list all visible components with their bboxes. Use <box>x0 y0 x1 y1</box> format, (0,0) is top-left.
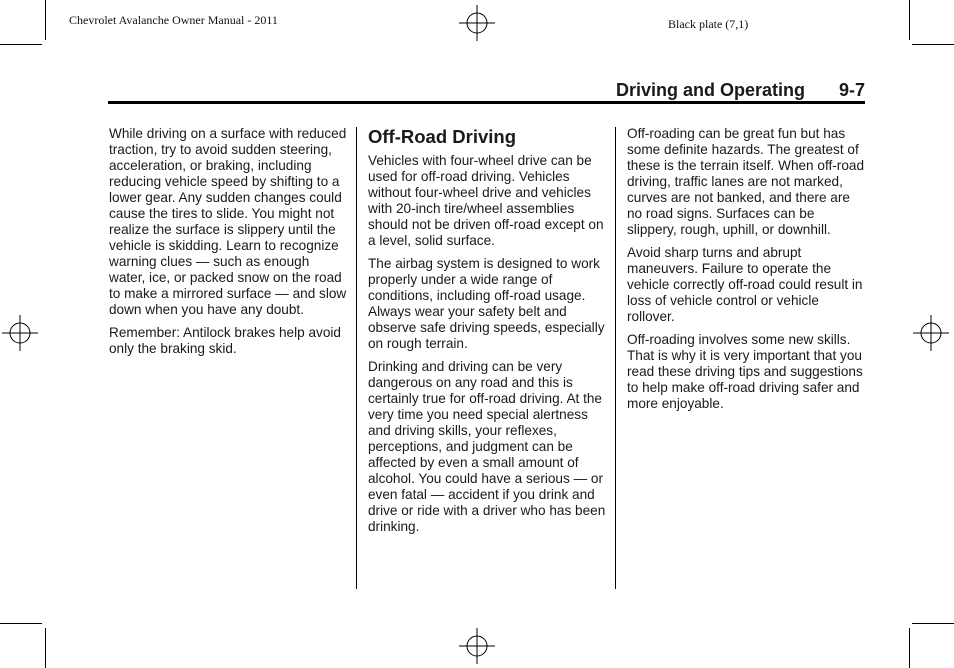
page-header <box>108 80 865 100</box>
paragraph: The airbag system is designed to work properly under a wide range of conditions, including off-road usage. Always wear your safety belt and observe safe driving speeds, especially on rough terrain. <box>368 256 605 351</box>
registration-mark-icon <box>2 315 38 351</box>
column-3 <box>627 126 867 419</box>
paragraph: Off-roading can be great fun but has some definite hazards. The greatest of these is the terrain itself. When off-road driving, traffic lanes are not marked, curves are not banked, and there are no road signs. Surfaces can be slippery, rough, uphill, or downhill. <box>627 126 865 237</box>
paragraph: Drinking and driving can be very dangerous on any road and this is certainly true for off-road driving. At the very time you need special alertness and driving skills, your reflexes, perceptions, and judgment can be affected by even a small amount of alcohol. You could have a serious — or even fatal — accident if you drink and drive or ride with a driver who has been drinking. <box>368 359 606 534</box>
paragraph: Avoid sharp turns and abrupt maneuvers. Failure to operate the vehicle correctly off-road could result in loss of vehicle control or vehicle rollover. <box>627 245 863 324</box>
section-heading: Off-Road Driving <box>368 126 516 147</box>
print-slug-title: Chevrolet Avalanche Owner Manual - 2011 <box>69 13 278 27</box>
paragraph: While driving on a surface with reduced traction, try to avoid sudden steering, acceleration, or braking, including reducing vehicle speed by shifting to a lower gear. Any sudden changes could cause the tires to slide. You might not realize the surface is slippery until the vehicle is skidding. Learn to recognize warning clues — such as enough water, ice, or packed snow on the road to make a mirrored surface — and slow down when you have any doubt. <box>109 126 347 317</box>
section-title: Driving and Operating <box>615 80 805 100</box>
print-slug-plate: Black plate (7,1) <box>668 17 749 31</box>
registration-mark-icon <box>459 628 495 664</box>
column-divider <box>356 127 357 589</box>
crop-mark <box>0 44 42 45</box>
crop-mark <box>0 623 42 624</box>
registration-mark-icon <box>913 315 949 351</box>
column-divider <box>615 127 616 589</box>
paragraph: Remember: Antilock brakes help avoid only the braking skid. <box>109 325 341 356</box>
crop-mark <box>912 623 954 624</box>
paragraph: Off-roading involves some new skills. That is why it is very important that you read these driving tips and suggestions to help make off-road driving safer and more enjoyable. <box>627 332 863 411</box>
page-number: 9-7 <box>838 80 865 100</box>
crop-mark <box>45 0 46 40</box>
header-rule <box>108 101 865 104</box>
column-1 <box>109 126 347 364</box>
crop-mark <box>912 44 954 45</box>
paragraph: Vehicles with four-wheel drive can be used for off-road driving. Vehicles without four-wheel drive and vehicles with 20-inch tire/wheel assemblies should not be driven off-road except on a level, solid surface. <box>368 153 604 248</box>
crop-mark <box>909 628 910 668</box>
registration-mark-icon <box>459 5 495 41</box>
crop-mark <box>909 0 910 40</box>
column-2 <box>368 126 608 542</box>
crop-mark <box>45 628 46 668</box>
